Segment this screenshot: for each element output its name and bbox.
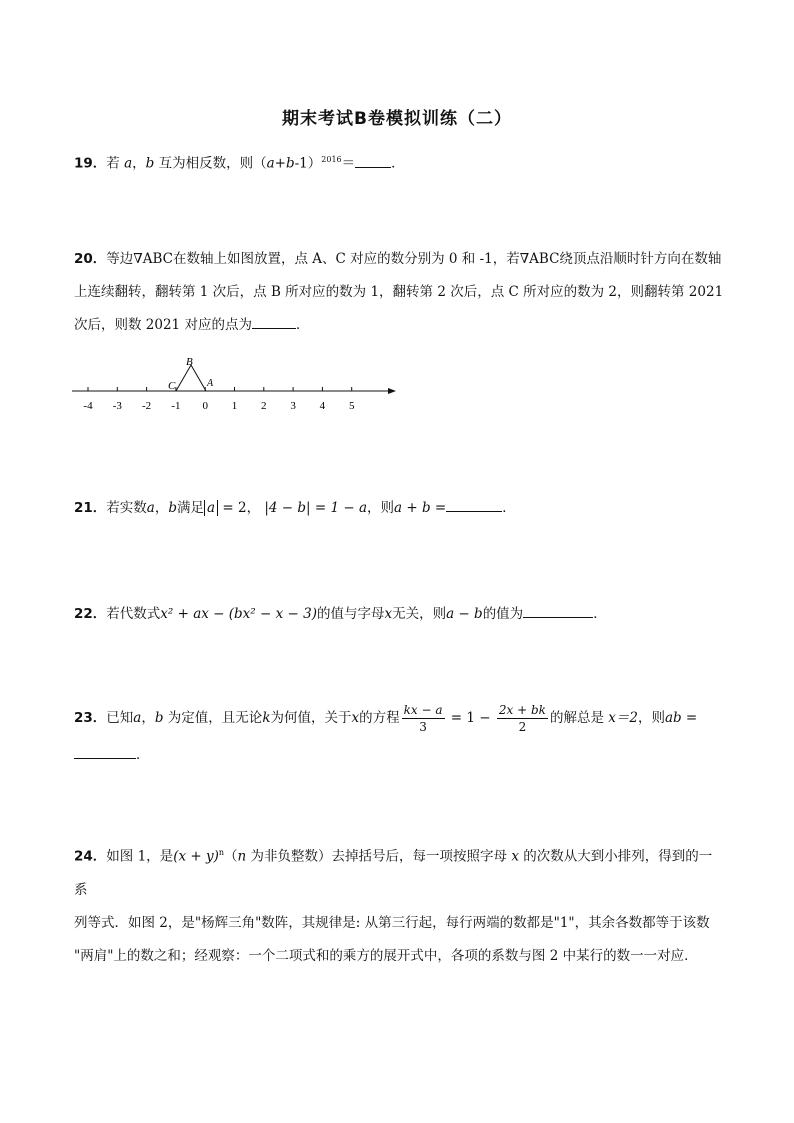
question-number: 20． (74, 251, 107, 267)
fraction-2-numerator: 2x + bk (498, 703, 546, 717)
triangle-abc (176, 365, 206, 391)
q22-expression: x² + ax − (bx² − x − 3) (160, 606, 317, 622)
var-b: b (154, 710, 164, 726)
q23-solution: x＝2 (608, 710, 638, 726)
q19-text: 互为相反数，则（ (154, 155, 267, 172)
tick-label: -2 (142, 400, 152, 412)
q22-text: 的值与字母 (316, 606, 385, 622)
var-x: x (511, 848, 519, 865)
q23-comma: ， (141, 710, 155, 726)
label-b: B (186, 356, 193, 368)
q20-line-3: 次后，则数 2021 对应的点为 (74, 317, 252, 333)
var-b: b (145, 155, 155, 172)
q24-exponent: n (218, 848, 225, 857)
q23-text: 为何值，关于 (270, 710, 352, 726)
q21-ask: a + b = (394, 500, 447, 516)
tick-label: -4 (83, 400, 93, 412)
q21-text: ，则 (367, 500, 395, 516)
question-21 (74, 492, 724, 525)
q23-end: ． (136, 747, 150, 763)
question-23 (74, 702, 724, 772)
var-x: x (351, 710, 360, 726)
q24-line-2: 列等式．如图 2，是"杨辉三角"数阵，其规律是: 从第三行起，每行两端的数都是"1"，其余各数都等于该数 (74, 914, 710, 931)
q24-text: 的次数从大到小排列，得到的一系 (74, 848, 713, 898)
var-b: b (168, 500, 178, 516)
var-a: a (124, 155, 133, 172)
q24-expression: (x + y) (173, 848, 219, 865)
q23-text: ，则 (637, 710, 665, 726)
question-20 (74, 243, 724, 342)
fraction-1 (402, 702, 445, 735)
q23-text: 的方程 (359, 710, 400, 726)
q21-text: 若实数 (106, 500, 147, 516)
var-a: a (146, 500, 155, 516)
axis-arrow-icon (388, 388, 396, 394)
question-number: 24． (74, 848, 107, 865)
q19-equals: ＝ (341, 155, 356, 172)
var-k: k (262, 710, 271, 726)
tick-label: 3 (290, 400, 296, 412)
q21-end: ． (502, 500, 516, 516)
var-n: n (237, 848, 247, 865)
answer-blank[interactable] (252, 314, 296, 329)
q23-text: 为定值，且无论 (163, 710, 263, 726)
question-number: 21． (74, 500, 107, 516)
q20-line-1: 等边∇ABC在数轴上如图放置，点 A、C 对应的数分别为 0 和 -1，若∇ABC绕顶点沿顺时针方向在数轴 (106, 251, 722, 267)
q22-ask: a − b (446, 606, 483, 622)
q24-text: 如图 1，是 (106, 848, 174, 865)
q23-ask: ab = (664, 710, 698, 726)
q19-comma: ， (132, 155, 146, 172)
question-number: 19． (74, 155, 107, 172)
label-a: A (207, 378, 214, 389)
q24-line-3: "两肩"上的数之和；经观察：一个二项式和的乘方的展开式中，各项的系数与图 2 中某行的数一一对应． (74, 947, 698, 964)
tick-label: 1 (231, 400, 238, 412)
q19-exponent: 2016 (321, 155, 342, 164)
q19-text: 若 (106, 155, 125, 172)
q20-end: ． (295, 317, 310, 333)
fraction-1-numerator: kx − a (403, 703, 443, 717)
q19-expression: a+b (266, 155, 295, 172)
q21-condition-2: |4 − b| = 1 − a (264, 500, 368, 516)
q22-text: 的值为 (482, 606, 524, 622)
fraction-2-denominator: 2 (518, 720, 527, 734)
tick-label: 5 (348, 400, 355, 412)
tick-label: -3 (112, 400, 122, 412)
var-x: x (384, 606, 393, 622)
question-number: 22． (74, 606, 107, 622)
tick-label: -1 (171, 400, 181, 412)
answer-blank[interactable] (446, 497, 502, 512)
question-22 (74, 598, 724, 631)
q23-text: 的解总是 (549, 710, 609, 726)
q21-text: ， (154, 500, 169, 516)
page-title: 期末考试B卷模拟训练（二） (282, 109, 512, 129)
q23-text: 已知 (106, 710, 134, 726)
question-24 (74, 836, 724, 973)
q21-condition-1: = 2 (218, 500, 247, 516)
abs-a (204, 500, 218, 516)
answer-blank[interactable] (74, 744, 136, 759)
number-line-figure (70, 352, 400, 416)
q21-sep: ， (246, 500, 261, 516)
question-19 (74, 143, 724, 181)
abs-a-var: a (207, 500, 216, 516)
q22-text: 无关，则 (392, 606, 447, 622)
q23-mid: = 1 − (446, 710, 495, 726)
answer-blank[interactable] (523, 603, 593, 618)
tick-label: 0 (202, 400, 208, 412)
fraction-1-denominator: 3 (419, 720, 427, 734)
q19-expression-rest: -1） (294, 155, 322, 172)
q24-text: （ (224, 848, 238, 865)
q22-text: 若代数式 (106, 606, 161, 622)
tick-label: 4 (319, 400, 326, 412)
var-a: a (133, 710, 142, 726)
label-c: C (168, 380, 176, 392)
tick-label: 2 (261, 400, 267, 412)
q22-end: ． (593, 606, 607, 622)
q24-text: 为非负整数）去掉括号后，每一项按照字母 (246, 848, 512, 865)
q20-line-2: 上连续翻转，翻转第 1 次后，点 B 所对应的数为 1，翻转第 2 次后，点 C 所对应的数为 2，则翻转第 2021 (74, 284, 724, 300)
fraction-2 (497, 702, 548, 735)
question-number: 23． (74, 710, 107, 726)
q21-text: 满足 (177, 500, 205, 516)
q19-end: ． (391, 155, 405, 172)
answer-blank[interactable] (355, 153, 391, 168)
